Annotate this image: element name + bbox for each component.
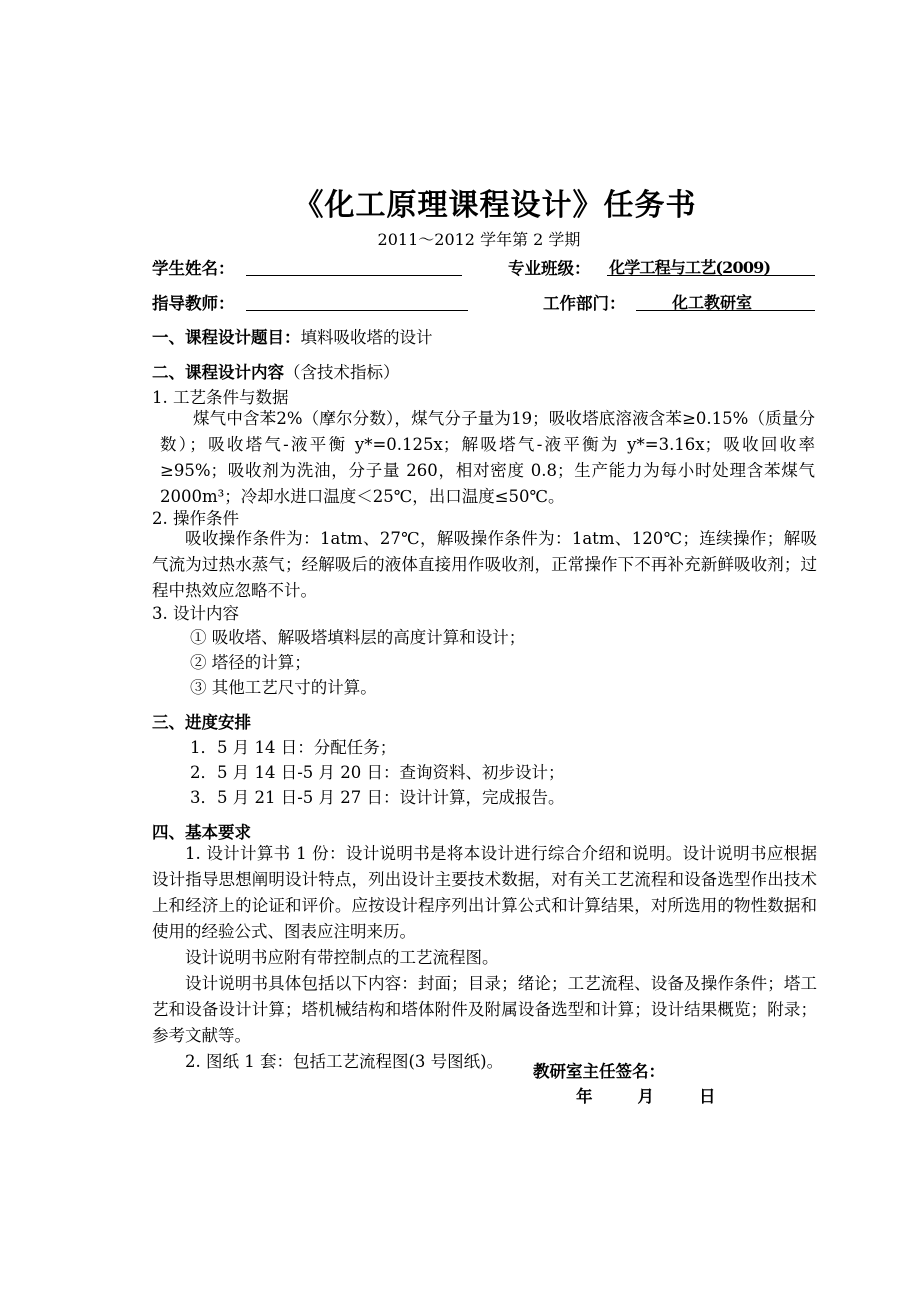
section-1-topic: 填料吸收塔的设计 <box>300 328 433 347</box>
major-class-label: 专业班级： <box>508 259 591 278</box>
teacher-field <box>246 288 468 311</box>
section-2-heading-note: （含技术指标） <box>284 363 400 382</box>
student-name-label: 学生姓名： <box>152 259 235 278</box>
section-4-heading: 四、基本要求 <box>152 823 251 842</box>
signature-date: 年 月 日 <box>576 1087 720 1106</box>
student-name-field <box>246 253 462 276</box>
list-item: ③ 其他工艺尺寸的计算。 <box>190 678 377 697</box>
list-item: ① 吸收塔、解吸塔填料层的高度计算和设计； <box>190 628 526 647</box>
section-4-p4: 2. 图纸 1 套：包括工艺流程图(3 号图纸)。 <box>185 1052 504 1071</box>
section-2-sub2-text: 吸收操作条件为：1atm、27℃，解吸操作条件为：1atm、120℃；连续操作；解吸气流为过热水蒸气；经解吸后的液体直接用作吸收剂，正常操作下不再补充新鲜吸收剂；过程中热效应忽略不计。 <box>152 529 817 600</box>
list-item: 2．5 月 14 日-5 月 20 日：查询资料、初步设计； <box>190 763 565 782</box>
section-3-heading: 三、进度安排 <box>152 713 251 732</box>
section-1 <box>152 324 433 348</box>
major-class-field <box>607 253 815 276</box>
section-1-heading: 一、课程设计题目： <box>152 328 301 347</box>
section-2-sub2-title: 2. 操作条件 <box>152 509 239 528</box>
department-label: 工作部门： <box>543 294 626 313</box>
department-field <box>636 288 815 311</box>
section-2-heading-row <box>152 359 400 383</box>
list-item: 1．5 月 14 日：分配任务； <box>190 738 397 757</box>
section-4-p3: 设计说明书具体包括以下内容：封面；目录；绪论；工艺流程、设备及操作条件；塔工艺和设备设计计算；塔机械结构和塔体附件及附属设备选型和计算；设计结果概览；附录；参考文献等。 <box>152 974 817 1045</box>
section-4-p2: 设计说明书应附有带控制点的工艺流程图。 <box>185 948 499 967</box>
section-4-p1: 1. 设计计算书 1 份：设计说明书是将本设计进行综合介绍和说明。设计说明书应根据设计指导思想阐明设计特点，列出设计主要技术数据，对有关工艺流程和设备选型作出技术上和经济上的论证和评价。应按设计程序列出计算公式和计算结果，对所选用的物性数据和使用的经验公式、图表应注明来历。 <box>152 844 817 941</box>
section-4-body <box>152 841 817 1075</box>
section-2-sub3-title: 3. 设计内容 <box>152 604 239 623</box>
signature-label: 教研室主任签名： <box>533 1062 665 1081</box>
department-value: 化工教研室 <box>672 293 753 312</box>
section-2-sub1-title: 1. 工艺条件与数据 <box>152 388 289 407</box>
teacher-label: 指导教师： <box>152 294 235 313</box>
major-class-value: 化学工程与工艺(2009) <box>609 258 771 277</box>
section-2-sub1-text: 煤气中含苯2%（摩尔分数），煤气分子量为19；吸收塔底溶液含苯≥0.15%（质量分数）；吸收塔气-液平衡 y*=0.125x；解吸塔气-液平衡为 y*=3.16x；吸收回收率≥95%；吸收剂为洗油，分子量 260，相对密度 0.8；生产能力为每小时处理含苯煤气 2000m³；冷却水进口温度＜25℃，出口温度≤50℃。 <box>160 409 815 506</box>
list-item: 3．5 月 21 日-5 月 27 日：设计计算，完成报告。 <box>190 788 565 807</box>
document-title: 《化工原理课程设计》任务书 <box>293 188 697 223</box>
section-2-heading: 二、课程设计内容 <box>152 363 284 382</box>
list-item: ② 塔径的计算； <box>190 653 311 672</box>
term-line: 2011～2012 学年第 2 学期 <box>377 230 581 249</box>
